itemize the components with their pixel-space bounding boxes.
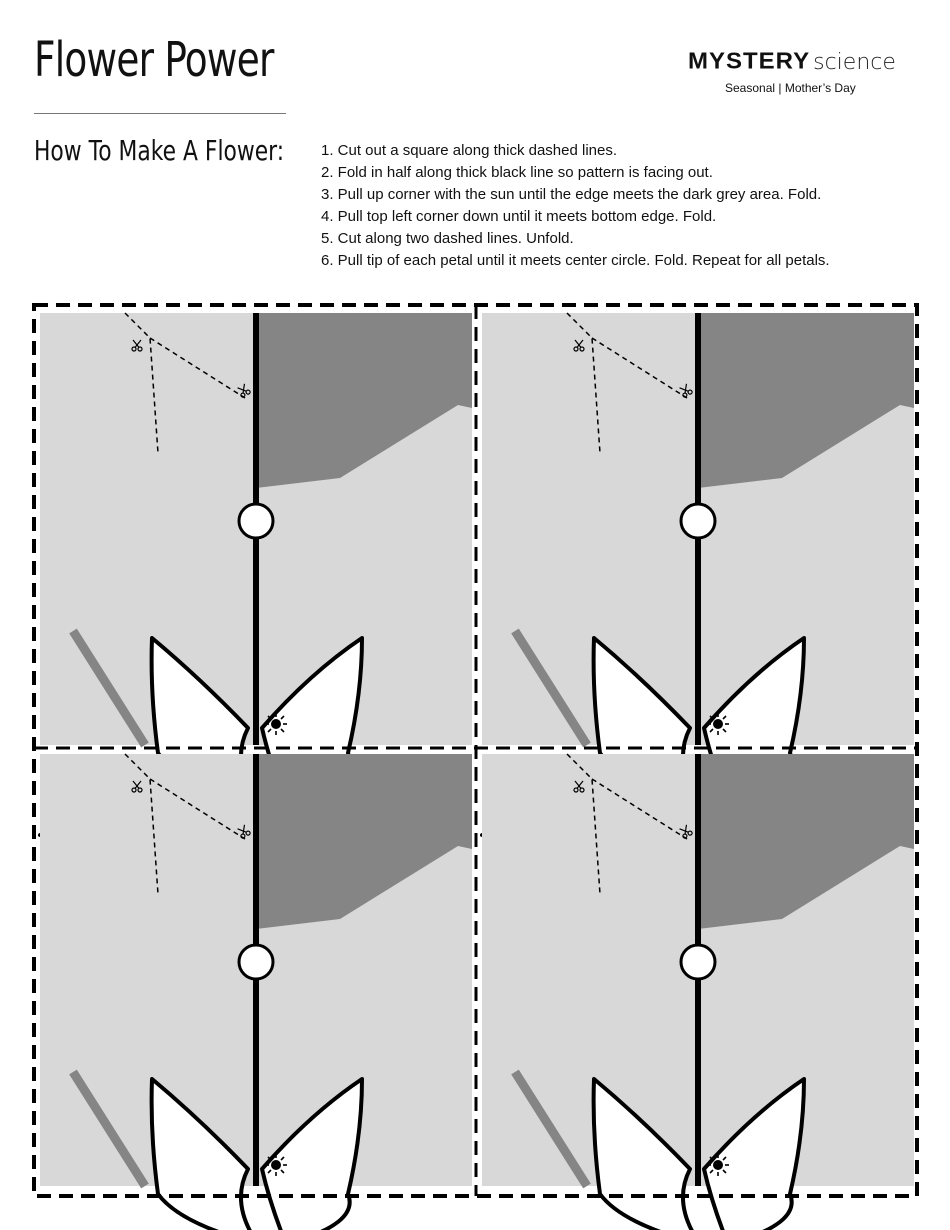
page-title: Flower Power [34, 32, 274, 88]
step-4: 4. Pull top left corner down until it meets bottom edge. Fold. [321, 208, 717, 225]
sun-icon [265, 1154, 287, 1176]
step-1: 1. Cut out a square along thick dashed lines. [321, 142, 618, 159]
step-3: 3. Pull up corner with the sun until the edge meets the dark grey area. Fold. [321, 186, 822, 203]
step-2: 2. Fold in half along thick black line so pattern is facing out. [321, 164, 713, 181]
sun-icon [707, 1154, 729, 1176]
instructions-heading: How To Make A Flower: [34, 134, 285, 167]
brand-science-text: science [813, 50, 896, 75]
flower-tile-3 [40, 754, 472, 1230]
subtitle: Seasonal | Mother’s Day [725, 81, 856, 95]
step-6: 6. Pull tip of each petal until it meets center circle. Fold. Repeat for all petals. [321, 252, 830, 269]
center-circle [681, 504, 715, 538]
sun-icon [265, 713, 287, 735]
flower-tile-4 [482, 754, 914, 1230]
sun-icon [707, 713, 729, 735]
center-circle [681, 945, 715, 979]
center-circle [239, 504, 273, 538]
brand-mystery-text: MYSTERY [688, 48, 811, 75]
center-circle [239, 945, 273, 979]
step-5: 5. Cut along two dashed lines. Unfold. [321, 230, 574, 247]
